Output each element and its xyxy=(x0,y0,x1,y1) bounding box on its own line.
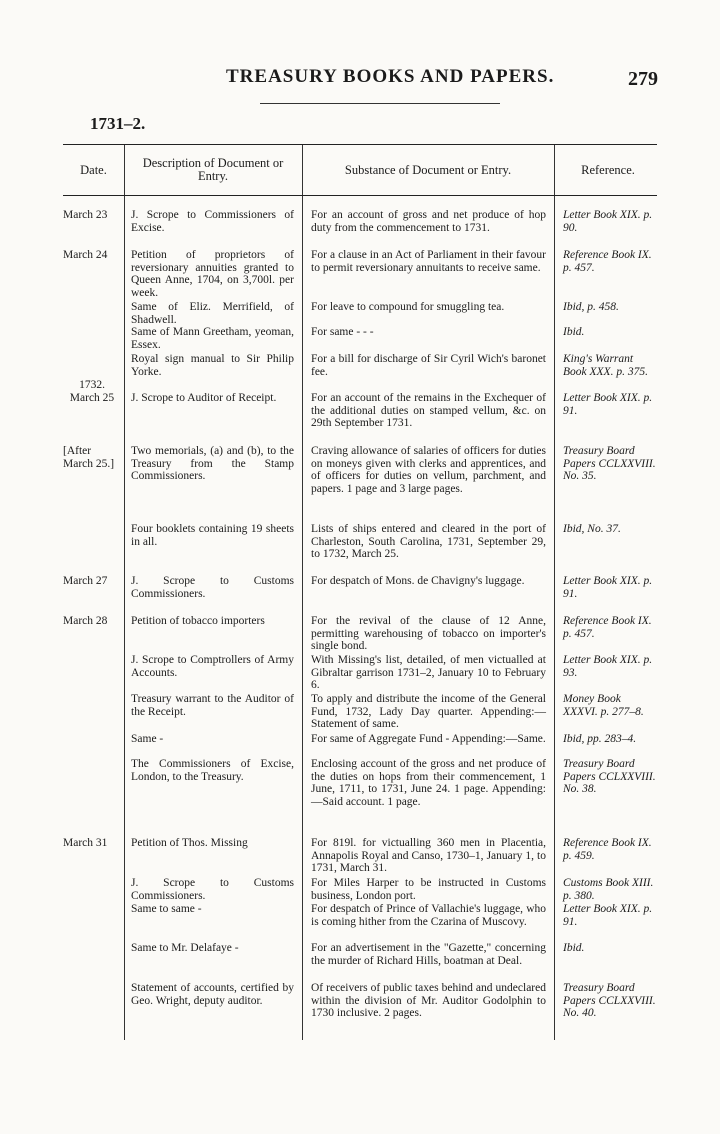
entry-reference: Ibid, p. 458. xyxy=(563,301,619,313)
entry-description: Four booklets containing 19 sheets in all. xyxy=(131,523,294,548)
entry-description: Same - xyxy=(131,733,164,745)
entry-description: Same of Mann Greetham, yeoman, Essex. xyxy=(131,326,294,351)
entry-substance: To apply and distribute the income of the General Fund, 1732, Lady Day quarter. Appending:—Statement of same. xyxy=(311,693,546,730)
header-date: Date. xyxy=(80,162,107,177)
entry-reference: Letter Book XIX. p. 93. xyxy=(563,654,653,679)
entry-substance: For same - - - xyxy=(311,326,374,338)
entry-substance: Craving allowance of salaries of officers for duties on moneys given with clerks and apprentices, and of officers for duties on vellum, parchment, and papers. 1 page and 3 large pages. xyxy=(311,445,546,495)
header-description: Description of Document or Entry. xyxy=(142,156,284,183)
page-number: 279 xyxy=(628,68,658,90)
entry-date: March 28 xyxy=(63,615,108,627)
entry-reference: Reference Book IX. p. 457. xyxy=(563,249,652,274)
header-reference: Reference. xyxy=(581,162,635,177)
entry-description: J. Scrope to Customs Commissioners. xyxy=(131,575,294,600)
entry-reference: Money Book XXXVI. p. 277–8. xyxy=(563,693,644,718)
table-header xyxy=(63,145,657,196)
entry-reference: King's Warrant Book XXX. p. 375. xyxy=(563,353,648,378)
entry-description: Same to Mr. Delafaye - xyxy=(131,942,239,954)
entry-reference: Reference Book IX. p. 457. xyxy=(563,615,652,640)
column-rule xyxy=(554,145,555,1040)
entry-substance: With Missing's list, detailed, of men victualled at Gibraltar garrison 1731–2, January 10 to February 6. xyxy=(311,654,546,691)
entry-substance: For 819l. for victualling 360 men in Placentia, Annapolis Royal and Canso, 1730–1, January 1, to 1731, March 31. xyxy=(311,837,546,874)
entry-substance: For despatch of Prince of Vallachie's luggage, who is coming hither from the Czarina of Muscovy. xyxy=(311,903,546,928)
entry-reference: Treasury Board Papers CCLXXVIII. No. 38. xyxy=(563,758,656,795)
entry-reference: Letter Book XIX. p. 91. xyxy=(563,903,653,928)
entry-reference: Treasury Board Papers CCLXXVIII. No. 35. xyxy=(563,445,656,482)
entry-substance: For an account of gross and net produce of hop duty from the commencement to 1731. xyxy=(311,209,546,234)
entry-reference: Ibid, pp. 283–4. xyxy=(563,733,637,745)
entry-description: Petition of tobacco importers xyxy=(131,615,265,627)
entry-substance: For a clause in an Act of Parliament in their favour to permit reversionary annuitants to receive same. xyxy=(311,249,546,274)
entry-reference: Customs Book XIII. p. 380. xyxy=(563,877,654,902)
year-heading: 1731–2. xyxy=(90,114,146,133)
entry-substance: Lists of ships entered and cleared in the port of Charleston, South Carolina, 1731, September 29, to 1732, March 25. xyxy=(311,523,546,560)
running-head: TREASURY BOOKS AND PAPERS. xyxy=(226,66,555,87)
entry-description: Statement of accounts, certified by Geo. Wright, deputy auditor. xyxy=(131,982,294,1007)
entry-reference: Reference Book IX. p. 459. xyxy=(563,837,652,862)
entry-date: March 31 xyxy=(63,837,108,849)
entry-reference: Letter Book XIX. p. 91. xyxy=(563,392,653,417)
entry-substance: Enclosing account of the gross and net produce of the duties on hops from their commencement, 1 June, 1711, to 1731, June 24. 1 page. Appending:—Said account. 1 page. xyxy=(311,758,546,808)
entry-substance: Of receivers of public taxes behind and undeclared within the division of Mr. Auditor Godolphin to 1730 inclusive. 2 pages. xyxy=(311,982,546,1019)
entry-description: Petition of proprietors of reversionary annuities granted to Queen Anne, 1704, on 3,700l. per week. xyxy=(131,249,294,299)
entry-description: Petition of Thos. Missing xyxy=(131,837,248,849)
entry-description: J. Scrope to Comptrollers of Army Accounts. xyxy=(131,654,294,679)
entry-description: J. Scrope to Commissioners of Excise. xyxy=(131,209,294,234)
column-rule xyxy=(302,145,303,1040)
entry-date: March 24 xyxy=(63,249,108,261)
entry-description: The Commissioners of Excise, London, to the Treasury. xyxy=(131,758,294,783)
entry-reference: Letter Book XIX. p. 91. xyxy=(563,575,653,600)
entry-date: March 27 xyxy=(63,575,108,587)
entry-reference: Ibid, No. 37. xyxy=(563,523,621,535)
entry-description: Royal sign manual to Sir Philip Yorke. xyxy=(131,353,294,378)
entry-substance: For an account of the remains in the Exchequer of the additional duties on stamped vellum, &c. on 29th September 1731. xyxy=(311,392,546,429)
entry-date: 1732. March 25 xyxy=(69,379,115,404)
entry-description: Two memorials, (a) and (b), to the Treasury from the Stamp Commissioners. xyxy=(131,445,294,482)
entry-reference: Ibid. xyxy=(563,942,585,954)
entry-substance: For the revival of the clause of 12 Anne, permitting warehousing of tobacco on importer's single bond. xyxy=(311,615,546,652)
entry-date: [After March 25.] xyxy=(63,445,115,470)
entry-substance: For despatch of Mons. de Chavigny's luggage. xyxy=(311,575,525,587)
entry-reference: Treasury Board Papers CCLXXVIII. No. 40. xyxy=(563,982,656,1019)
entry-description: J. Scrope to Customs Commissioners. xyxy=(131,877,294,902)
entry-description: Treasury warrant to the Auditor of the Receipt. xyxy=(131,693,294,718)
entry-date: March 23 xyxy=(63,209,108,221)
calendar-table xyxy=(63,144,657,1040)
entry-description: Same of Eliz. Merrifield, of Shadwell. xyxy=(131,301,294,326)
head-rule xyxy=(260,103,500,104)
entry-substance: For a bill for discharge of Sir Cyril Wich's baronet fee. xyxy=(311,353,546,378)
entry-substance: For same of Aggregate Fund - Appending:—Same. xyxy=(311,733,546,745)
entry-description: J. Scrope to Auditor of Receipt. xyxy=(131,392,277,404)
entry-reference: Letter Book XIX. p. 90. xyxy=(563,209,653,234)
entry-reference: Ibid. xyxy=(563,326,585,338)
entry-substance: For Miles Harper to be instructed in Customs business, London port. xyxy=(311,877,546,902)
entry-description: Same to same - xyxy=(131,903,202,915)
header-substance: Substance of Document or Entry. xyxy=(344,162,512,177)
entry-substance: For an advertisement in the "Gazette," concerning the murder of Richard Hills, boatman at Deal. xyxy=(311,942,546,967)
column-rule xyxy=(124,145,125,1040)
entry-substance: For leave to compound for smuggling tea. xyxy=(311,301,505,313)
